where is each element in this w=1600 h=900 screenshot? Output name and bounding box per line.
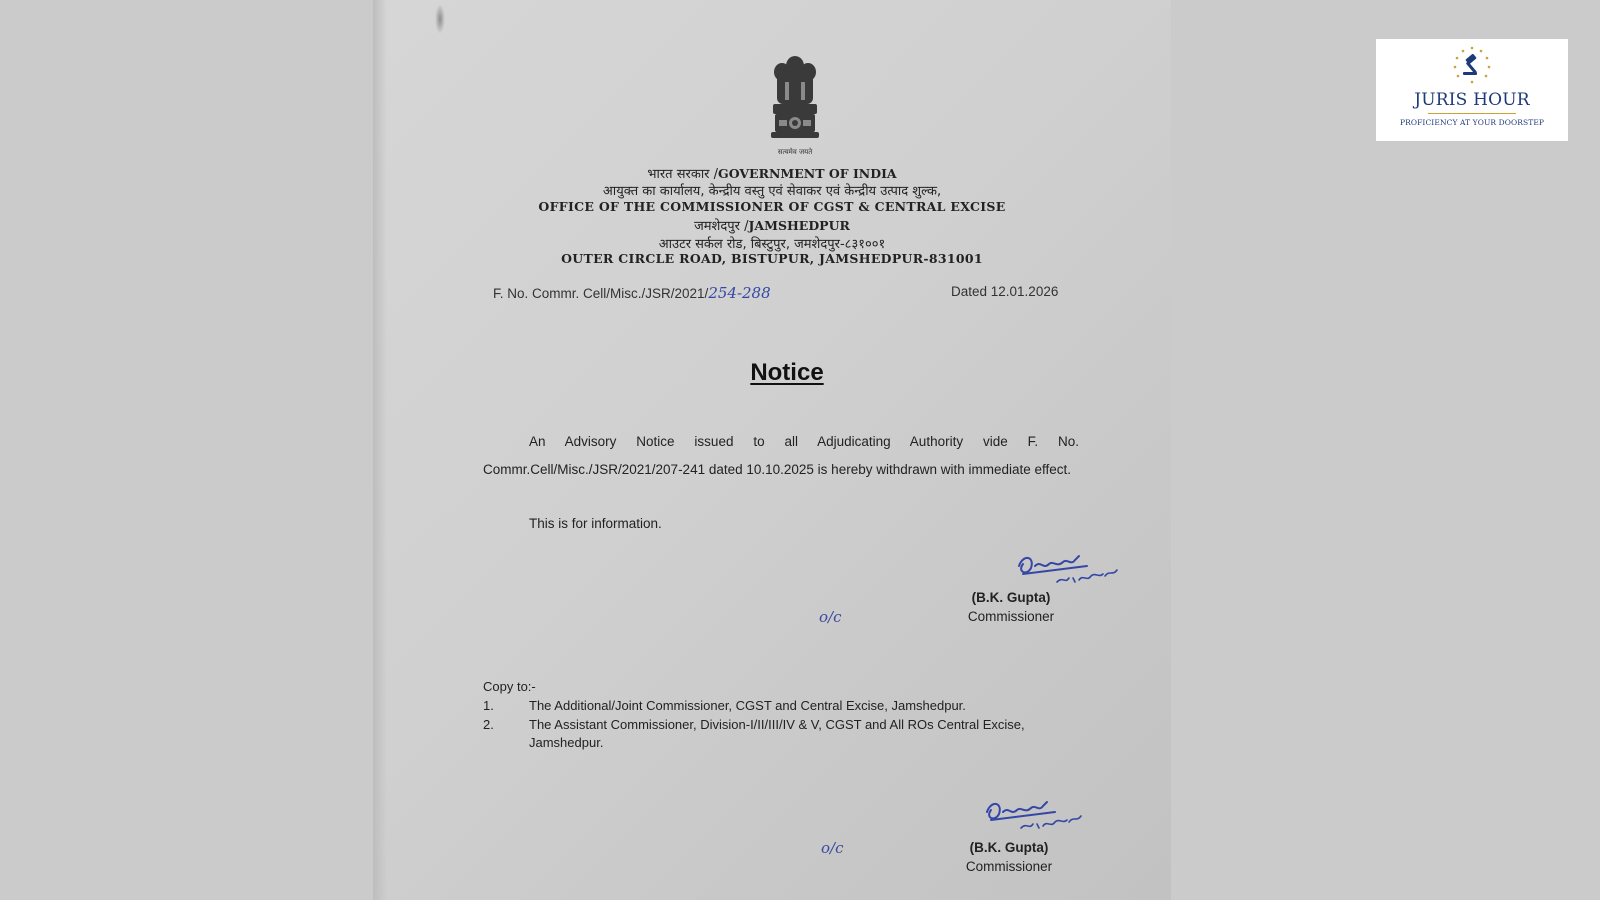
copy-to-item-text: The Additional/Joint Commissioner, CGST and Central Excise, Jamshedpur. (529, 698, 966, 713)
header-address-english: OUTER CIRCLE ROAD, BISTUPUR, JAMSHEDPUR-831001 (561, 251, 983, 266)
notice-title: Notice (750, 359, 824, 386)
file-number (493, 284, 771, 302)
national-emblem-icon (763, 52, 827, 160)
header-city (373, 216, 1171, 234)
header-office-hindi: आयुक्त का कार्यालय, केन्द्रीय वस्तु एवं सेवाकर एवं केन्द्रीय उत्पाद शुल्क, (602, 184, 942, 199)
copy-to-heading: Copy to:- (483, 679, 536, 694)
emblem-motto: सत्यमेव जयते (777, 148, 813, 156)
file-number-printed: F. No. Commr. Cell/Misc./JSR/2021/ (493, 286, 709, 301)
oc-mark: o/c (819, 608, 842, 626)
scan-artifact (435, 4, 445, 34)
signatory-name: (B.K. Gupta) (971, 590, 1051, 605)
header-line1-hindi: भारत सरकार / (647, 167, 719, 182)
header-line1-english: GOVERNMENT OF INDIA (718, 166, 897, 181)
signatory-designation: Commissioner (967, 609, 1055, 624)
gavel-icon (1452, 45, 1492, 85)
signature-1-handwritten (1013, 548, 1143, 588)
copy-to-item-number: 1. (483, 698, 494, 713)
scanned-notice-page (373, 0, 1171, 900)
signatory-block-copy (934, 838, 1084, 876)
oc-mark: o/c (821, 839, 844, 857)
juris-hour-logo (1376, 39, 1568, 141)
copy-to-item-text: The Assistant Commissioner, Division-I/II/III/IV & V, CGST and All ROs Central Excise, Jamshedpur. (529, 717, 1025, 750)
signature-2-handwritten (981, 796, 1111, 836)
logo-tagline: PROFICIENCY AT YOUR DOORSTEP (1399, 118, 1545, 127)
signatory-block (936, 588, 1086, 626)
file-number-handwritten: 254-288 (708, 284, 771, 302)
header-address-hindi: आउटर सर्कल रोड, बिस्टुपुर, जमशेदपुर-८३१००१ (658, 237, 886, 252)
header-government-of-india (373, 164, 1171, 182)
notice-body: An Advisory Notice issued to all Adjudicating Authority vide F. No. Commr.Cell/Misc./JSR/2021/207-241 dated 10.10.2025 is hereby withdrawn with immediate effect. (483, 434, 1079, 477)
signatory-name: (B.K. Gupta) (969, 840, 1049, 855)
info-line: This is for information. (529, 516, 662, 531)
header-office-english: OFFICE OF THE COMMISSIONER OF CGST & CENTRAL EXCISE (538, 199, 1006, 214)
notice-date: Dated 12.01.2026 (951, 284, 1059, 299)
header-city-english: JAMSHEDPUR (748, 218, 850, 233)
page-edge-shadow (373, 0, 387, 900)
signatory-designation: Commissioner (965, 859, 1053, 874)
copy-to-item-number: 2. (483, 717, 494, 732)
header-city-hindi: जमशेदपुर / (694, 219, 749, 234)
logo-divider (1428, 113, 1516, 114)
logo-brand: JURIS HOUR (1414, 90, 1530, 110)
